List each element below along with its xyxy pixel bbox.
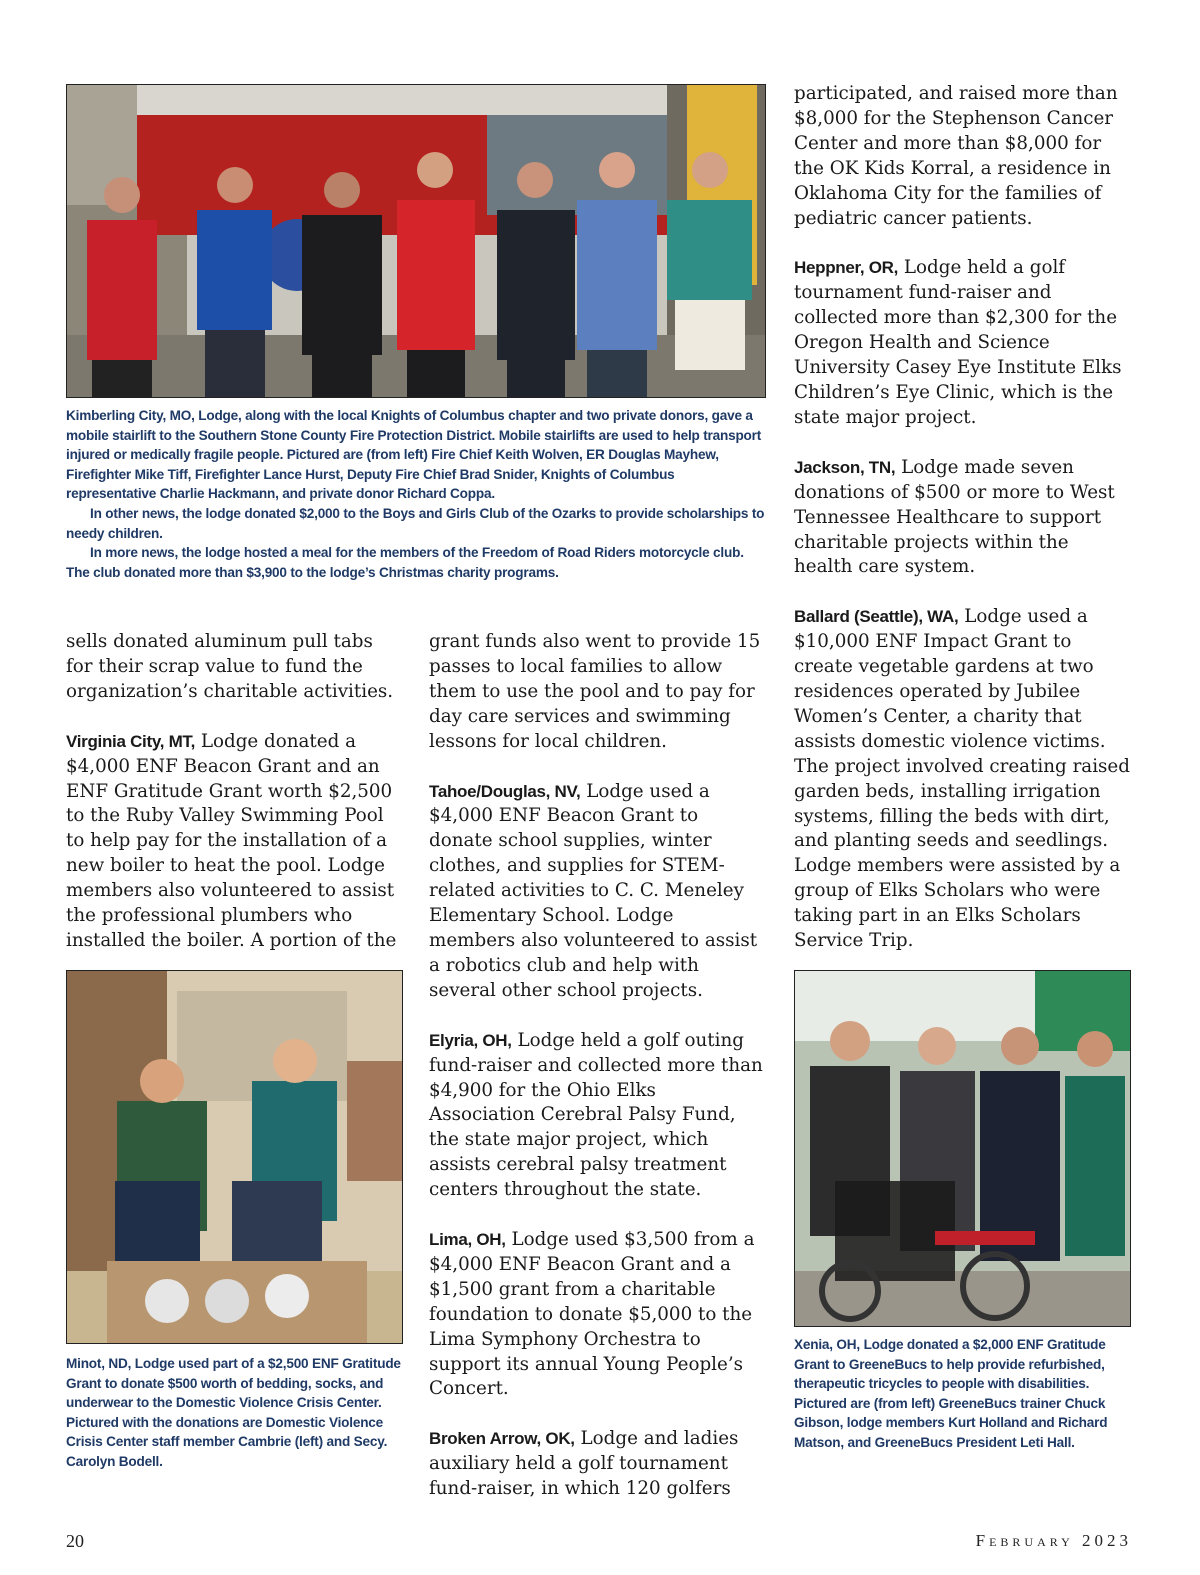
article-paragraph: participated, and raised more than $8,000 for the Stephenson Cancer Center and more than $8,000 for the OK Kids Korral, a residence in Oklahoma City for the families of pediatric cancer patients.: [794, 83, 1118, 229]
caption-paragraph: In other news, the lodge donated $2,000 to the Boys and Girls Club of the Ozarks to provide scholarships to needy children.: [66, 505, 765, 541]
column-left: [66, 630, 402, 979]
column-right: [794, 82, 1132, 979]
article-paragraph: [429, 1029, 765, 1203]
article-text: Lodge donated a $4,000 ENF Beacon Grant and an ENF Gratitude Grant worth $2,500 to the Ruby Valley Swimming Pool to help pay for the installation of a new boiler to heat the pool. Lodge members also volunteered to assist the professional plumbers who installed the boiler. A portion of the: [66, 730, 397, 951]
article-paragraph: [429, 780, 765, 1004]
caption-paragraph: In more news, the lodge hosted a meal for the members of the Freedom of Road Riders motorcycle club. The club donated more than $3,900 to the lodge’s Christmas charity programs.: [66, 545, 744, 580]
article-paragraph: [794, 456, 1132, 581]
article-text: Lodge used a $10,000 ENF Impact Grant to create vegetable gardens at two residences operated by Jubilee Women’s Center, a charity that assists domestic violence victims. The project involved creating raised garden beds, installing irrigation systems, filling the beds with dirt, and planting seeds and seedlings. Lodge members were assisted by a group of Elks Scholars who were taking part in an Elks Scholars Service Trip.: [794, 606, 1130, 952]
caption-text: Lodge donated a $2,000 ENF Gratitude Grant to GreeneBucs to help provide refurbished, therapeutic tricycles to people with disabilities. Pictured are (from left) GreeneBucs trainer Chuck Gibson, lodge members Kurt Holland and Richard Matson, and GreeneBucs President Leti Hall.: [794, 1337, 1108, 1450]
article-location: Tahoe/Douglas, NV,: [429, 781, 581, 801]
caption-location: Xenia, OH,: [794, 1337, 860, 1352]
column-middle: [429, 630, 765, 1527]
minot-caption: [66, 1354, 402, 1472]
article-paragraph: [794, 605, 1132, 954]
article-text: Lodge and ladies auxiliary held a golf tournament fund-raiser, in which 120 golfers: [429, 1428, 739, 1500]
article-text: Lodge held a golf outing fund-raiser and collected more than $4,900 for the Ohio Elks Association Cerebral Palsy Fund, the state major project, which assists cerebral palsy treatment centers throughout the state.: [429, 1029, 763, 1201]
xenia-caption: [794, 1335, 1132, 1453]
issue-date: February 2023: [975, 1531, 1132, 1550]
xenia-illustration: [795, 971, 1130, 1326]
article-location: Elyria, OH,: [429, 1030, 512, 1050]
fire-truck-illustration: [67, 85, 765, 397]
article-paragraph: [66, 730, 402, 954]
article-paragraph: sells donated aluminum pull tabs for their scrap value to fund the organization’s charitable activities.: [66, 631, 394, 702]
fire-truck-photo: [66, 84, 766, 398]
article-paragraph: [429, 1228, 765, 1402]
caption-location: Minot, ND,: [66, 1356, 132, 1371]
article-paragraph: grant funds also went to provide 15 passes to local families to allow them to use the pool and to pay for day care services and swimming lessons for local children.: [429, 631, 761, 752]
caption-location: Kimberling City, MO,: [66, 408, 195, 423]
article-location: Jackson, TN,: [794, 457, 896, 477]
article-location: Virginia City, MT,: [66, 731, 196, 751]
article-location: Lima, OH,: [429, 1230, 506, 1250]
article-text: Lodge held a golf tournament fund-raiser and collected more than $2,300 for the Oregon Health and Science University Casey Eye Institute Elks Children’s Eye Clinic, which is the state major project.: [794, 257, 1122, 428]
article-paragraph: [794, 256, 1132, 430]
minot-illustration: [67, 971, 402, 1343]
article-text: Lodge used a $4,000 ENF Beacon Grant to donate school supplies, winter clothes, and supplies for STEM-related activities to C. C. Meneley Elementary School. Lodge members also volunteered to assist a robotics club and help with several other school projects.: [429, 780, 758, 1001]
page-number: 20: [66, 1531, 84, 1551]
kimberling-caption: [66, 406, 766, 582]
article-text: Lodge used $3,500 from a $4,000 ENF Beacon Grant and a $1,500 grant from a charitable foundation to donate $5,000 to the Lima Symphony Orchestra to support its annual Young People’s Concert.: [429, 1229, 755, 1400]
caption-text: Lodge used part of a $2,500 ENF Gratitude Grant to donate $500 worth of bedding, socks, and underwear to the Domestic Violence Crisis Center. Pictured with the donations are Domestic Violence Crisis Center staff member Cambrie (left) and Secy. Carolyn Bodell.: [66, 1356, 401, 1469]
article-paragraph: [429, 1427, 765, 1502]
article-location: Broken Arrow, OK,: [429, 1429, 575, 1449]
article-text: Lodge made seven donations of $500 or more to West Tennessee Healthcare to support charitable projects within the health care system.: [794, 456, 1115, 578]
minot-photo: [66, 970, 403, 1344]
article-location: Ballard (Seattle), WA,: [794, 607, 959, 627]
article-location: Heppner, OR,: [794, 258, 899, 278]
xenia-photo: [794, 970, 1131, 1327]
caption-text: Lodge, along with the local Knights of Columbus chapter and two private donors, gave a mobile stairlift to the Southern Stone County Fire Protection District. Mobile stairlifts are used to help transport injured or medically fragile people. Pictured are (from left) Fire Chief Keith Wolven, ER Douglas Mayhew, Firefighter Mike Tiff, Firefighter Lance Hurst, Deputy Fire Chief Brad Snider, Knights of Columbus representative Charlie Hackmann, and private donor Richard Coppa.: [66, 408, 762, 502]
